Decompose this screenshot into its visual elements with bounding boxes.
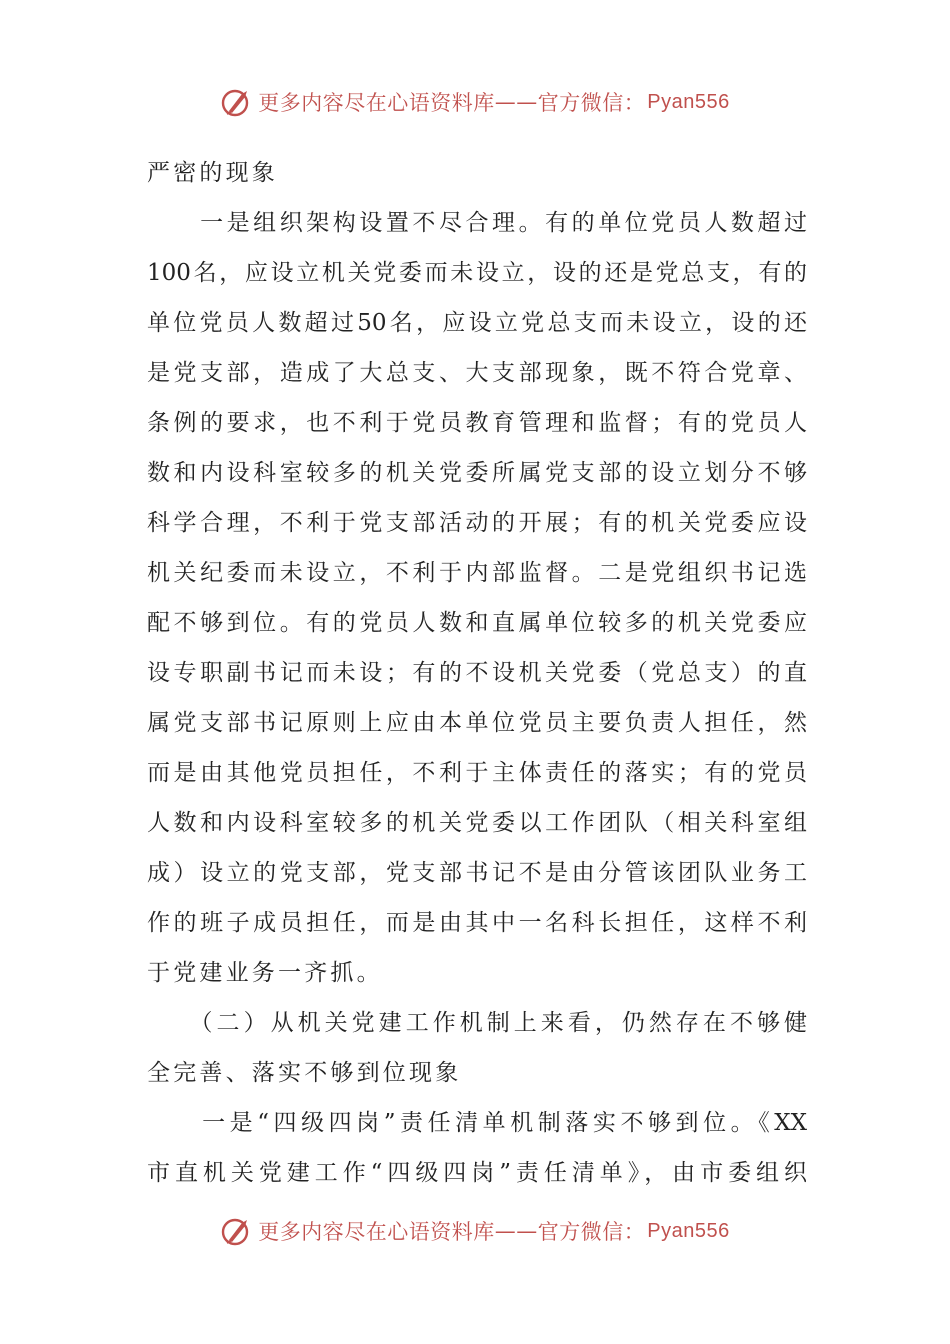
document-body xyxy=(147,148,807,1198)
body-line: 人数和内设科室较多的机关党委以工作团队（相关科室组 xyxy=(147,810,807,836)
body-line: 机关纪委而未设立，不利于内部监督。二是党组织书记选 xyxy=(147,560,807,586)
watermark-lead-text: 更多内容尽在心语资料库 xyxy=(258,91,495,115)
watermark-banner-bottom xyxy=(0,1211,950,1251)
body-line: 配不够到位。有的党员人数和直属单位较多的机关党委应 xyxy=(147,610,807,636)
body-line: 成）设立的党支部，党支部书记不是由分管该团队业务工 xyxy=(147,860,807,886)
section-heading-line: 全完善、落实不够到位现象 xyxy=(147,1060,462,1086)
body-line: 一是“四级四岗”责任清单机制落实不够到位。《XX xyxy=(147,1110,807,1136)
watermark-account: Pyan556 xyxy=(647,1219,730,1242)
section-heading-line: （二）从机关党建工作机制上来看，仍然存在不够健 xyxy=(147,1010,807,1036)
watermark-lead-text: 更多内容尽在心语资料库 xyxy=(258,1220,495,1244)
watermark-dash: —— xyxy=(494,90,538,114)
watermark-dash: —— xyxy=(494,1219,538,1243)
body-line: 条例的要求，也不利于党员教育管理和监督；有的党员人 xyxy=(147,410,807,436)
body-line: 设专职副书记而未设；有的不设机关党委（党总支）的直 xyxy=(147,660,807,686)
body-line: 作的班子成员担任，而是由其中一名科长担任，这样不利 xyxy=(147,910,807,936)
pen-nib-logo-icon xyxy=(220,1214,254,1248)
body-line: 科学合理，不利于党支部活动的开展；有的机关党委应设 xyxy=(147,510,807,536)
body-line: 单位党员人数超过50名，应设立党总支而未设立，设的还 xyxy=(147,310,807,336)
body-line: 于党建业务一齐抓。 xyxy=(147,960,383,986)
body-line: 市直机关党建工作“四级四岗”责任清单》，由市委组织 xyxy=(147,1160,807,1186)
body-line: 是党支部，造成了大总支、大支部现象，既不符合党章、 xyxy=(147,360,807,386)
body-line: 而是由其他党员担任，不利于主体责任的落实；有的党员 xyxy=(147,760,807,786)
watermark-banner-top xyxy=(0,82,950,122)
watermark-label: 官方微信： xyxy=(537,91,646,115)
pen-nib-logo-icon xyxy=(220,85,254,119)
body-line: 100名，应设立机关党委而未设立，设的还是党总支，有的 xyxy=(147,260,807,286)
body-line: 严密的现象 xyxy=(147,160,278,186)
body-line: 属党支部书记原则上应由本单位党员主要负责人担任，然 xyxy=(147,710,807,736)
body-line: 数和内设科室较多的机关党委所属党支部的设立划分不够 xyxy=(147,460,807,486)
watermark-account: Pyan556 xyxy=(647,90,730,113)
watermark-label: 官方微信： xyxy=(537,1220,646,1244)
body-line: 一是组织架构设置不尽合理。有的单位党员人数超过 xyxy=(147,210,807,236)
